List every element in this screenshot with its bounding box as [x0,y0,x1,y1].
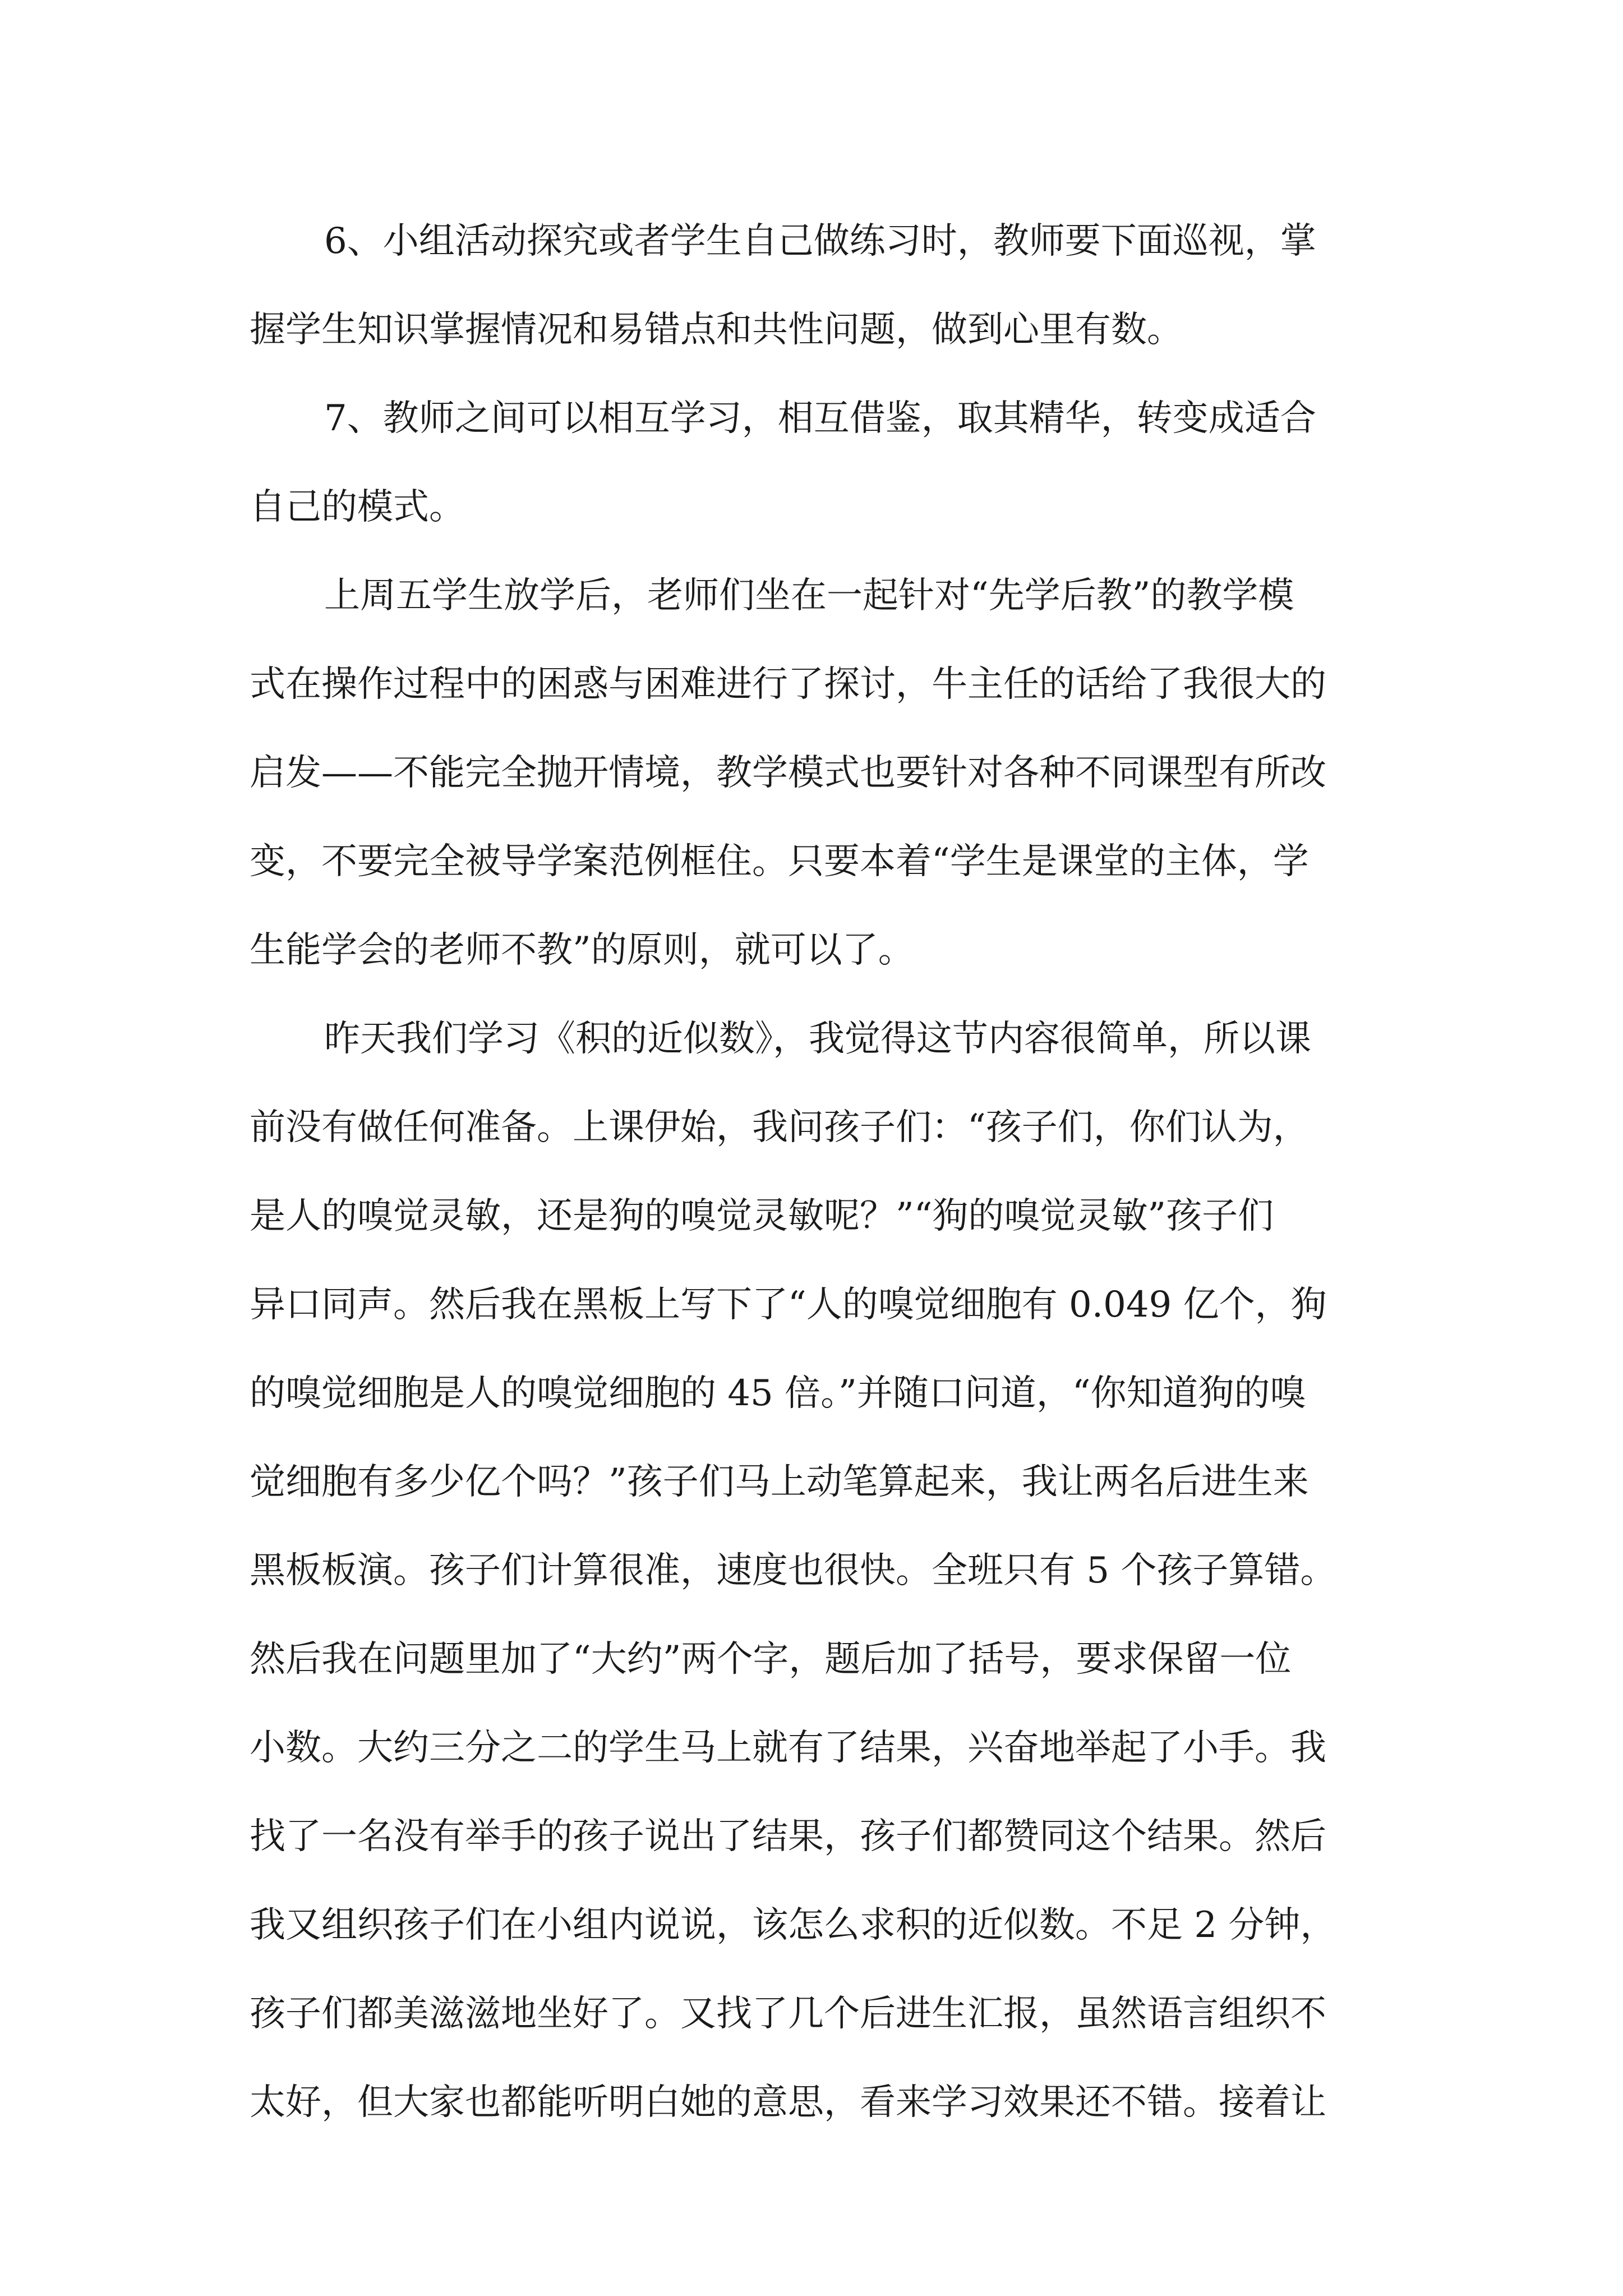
paragraph-lesson-line-5: 的嗅觉细胞是人的嗅觉细胞的 45 倍。”并随口问道，“你知道狗的嗅 [250,1373,1306,1414]
paragraph-7-line-1: 7、教师之间可以相互学习，相互借鉴，取其精华，转变成适合 [324,398,1316,439]
paragraph-meeting-line-3: 启发——不能完全抛开情境，教学模式也要针对各种不同课型有所改 [250,752,1326,794]
paragraph-meeting-line-4: 变，不要完全被导学案范例框住。只要本着“学生是课堂的主体，学 [250,841,1309,882]
paragraph-lesson-line-3: 是人的嗅觉灵敏，还是狗的嗅觉灵敏呢？”“狗的嗅觉灵敏”孩子们 [250,1195,1274,1237]
paragraph-lesson-line-10: 找了一名没有举手的孩子说出了结果，孩子们都赞同这个结果。然后 [250,1816,1326,1857]
paragraph-lesson-line-6: 觉细胞有多少亿个吗？”孩子们马上动笔算起来，我让两名后进生来 [250,1461,1309,1503]
paragraph-meeting-line-1: 上周五学生放学后，老师们坐在一起针对“先学后教”的教学模 [324,575,1294,616]
paragraph-lesson-line-8: 然后我在问题里加了“大约”两个字，题后加了括号，要求保留一位 [250,1639,1292,1680]
paragraph-meeting-line-2: 式在操作过程中的困惑与困难进行了探讨，牛主任的话给了我很大的 [250,664,1326,705]
paragraph-lesson-line-13: 太好，但大家也都能听明白她的意思，看来学习效果还不错。接着让 [250,2082,1326,2123]
paragraph-lesson-line-7: 黑板板演。孩子们计算很准，速度也很快。全班只有 5 个孩子算错。 [250,1550,1336,1591]
paragraph-lesson-line-1: 昨天我们学习《积的近似数》，我觉得这节内容很简单，所以课 [324,1018,1311,1060]
paragraph-lesson-line-4: 异口同声。然后我在黑板上写下了“人的嗅觉细胞有 0.049 亿个，狗 [250,1284,1327,1326]
paragraph-meeting-line-5: 生能学会的老师不教”的原则，就可以了。 [250,930,914,971]
paragraph-lesson-line-12: 孩子们都美滋滋地坐好了。又找了几个后进生汇报，虽然语言组织不 [250,1993,1326,2035]
paragraph-6-line-1: 6、小组活动探究或者学生自己做练习时，教师要下面巡视，掌 [324,220,1316,262]
paragraph-6-line-2: 握学生知识掌握情况和易错点和共性问题，做到心里有数。 [250,309,1183,351]
paragraph-lesson-line-9: 小数。大约三分之二的学生马上就有了结果，兴奋地举起了小手。我 [250,1727,1326,1769]
paragraph-7-line-2: 自己的模式。 [250,486,465,528]
paragraph-lesson-line-11: 我又组织孩子们在小组内说说，该怎么求积的近似数。不足 2 分钟， [250,1904,1336,1946]
paragraph-lesson-line-2: 前没有做任何准备。上课伊始，我问孩子们：“孩子们，你们认为， [250,1107,1309,1148]
